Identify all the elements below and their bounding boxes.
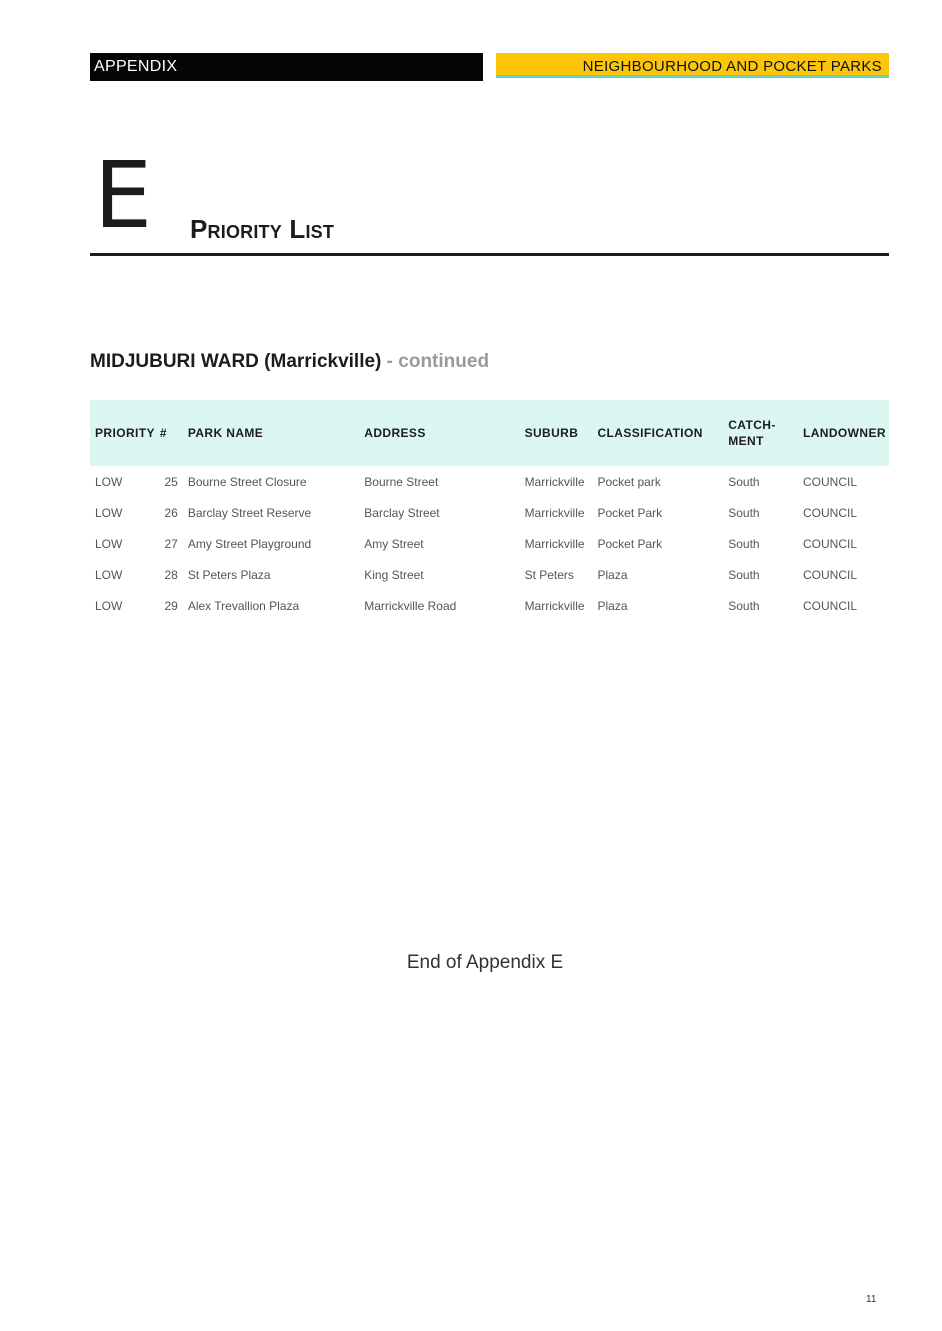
column-header: CLASSIFICATION — [597, 426, 703, 440]
table-cell: Marrickville — [524, 505, 585, 520]
table-cell: Marrickville — [524, 598, 585, 613]
table-cell: South — [728, 567, 760, 582]
table-cell: Marrickville — [524, 474, 585, 489]
table-row — [90, 590, 889, 621]
table-cell: Alex Trevallion Plaza — [187, 598, 300, 613]
end-of-appendix-text: End of Appendix E — [406, 952, 564, 973]
table-row — [90, 466, 889, 497]
table-cell: St Peters — [524, 567, 574, 582]
table-cell: Amy Street — [364, 536, 424, 551]
table-cell: South — [728, 598, 760, 613]
table-row — [90, 497, 889, 528]
table-cell: 28 — [164, 567, 178, 582]
table-cell: Pocket Park — [597, 505, 663, 520]
table-cell: St Peters Plaza — [187, 567, 271, 582]
title-divider — [90, 253, 889, 256]
section-heading-text: MIDJUBURI WARD (Marrickville) — [90, 351, 382, 372]
table-cell: Marrickville — [524, 536, 585, 551]
header-section-label: NEIGHBOURHOOD AND POCKET PARKS — [496, 53, 889, 78]
table-cell: LOW — [95, 567, 123, 582]
table-cell: Barclay Street — [364, 505, 440, 520]
table-cell: Pocket Park — [597, 536, 663, 551]
table-cell: 27 — [164, 536, 178, 551]
table-cell: 26 — [164, 505, 178, 520]
table-header-row — [90, 400, 889, 466]
table-cell: South — [728, 474, 760, 489]
table-cell: Marrickville Road — [364, 598, 457, 613]
table-cell: Plaza — [597, 567, 628, 582]
column-header: ADDRESS — [364, 426, 426, 440]
table-cell: LOW — [95, 505, 123, 520]
table-cell: 25 — [164, 474, 178, 489]
priority-table — [90, 400, 889, 621]
table-cell: Bourne Street Closure — [187, 474, 307, 489]
column-header: # — [159, 426, 167, 440]
table-cell: Plaza — [597, 598, 628, 613]
column-header: LANDOWNER — [802, 426, 886, 440]
table-cell: South — [728, 536, 760, 551]
table-cell: King Street — [364, 567, 424, 582]
column-header: PRIORITY — [95, 426, 155, 440]
table-row — [90, 528, 889, 559]
section-heading — [90, 351, 489, 373]
appendix-letter: E — [94, 142, 153, 249]
table-cell: COUNCIL — [802, 536, 857, 551]
table-cell: Barclay Street Reserve — [187, 505, 312, 520]
table-cell: South — [728, 505, 760, 520]
table-row — [90, 559, 889, 590]
table-cell: COUNCIL — [802, 474, 857, 489]
table-cell: LOW — [95, 474, 123, 489]
section-continued-text: - continued — [381, 351, 490, 372]
table-cell: Amy Street Playground — [187, 536, 312, 551]
page-title: Priority List — [190, 214, 335, 244]
table-cell: LOW — [95, 536, 123, 551]
column-header: CATCH- MENT — [728, 418, 776, 448]
table-cell: Pocket park — [597, 474, 661, 489]
column-header: SUBURB — [524, 426, 579, 440]
table-cell: Bourne Street — [364, 474, 439, 489]
table-cell: 29 — [164, 598, 178, 613]
page-number: 11 — [866, 1294, 877, 1305]
column-header: PARK NAME — [187, 426, 264, 440]
table-cell: COUNCIL — [802, 598, 857, 613]
table-cell: COUNCIL — [802, 567, 857, 582]
table-cell: COUNCIL — [802, 505, 857, 520]
table-cell: LOW — [95, 598, 123, 613]
header-appendix-label: APPENDIX — [90, 53, 483, 81]
